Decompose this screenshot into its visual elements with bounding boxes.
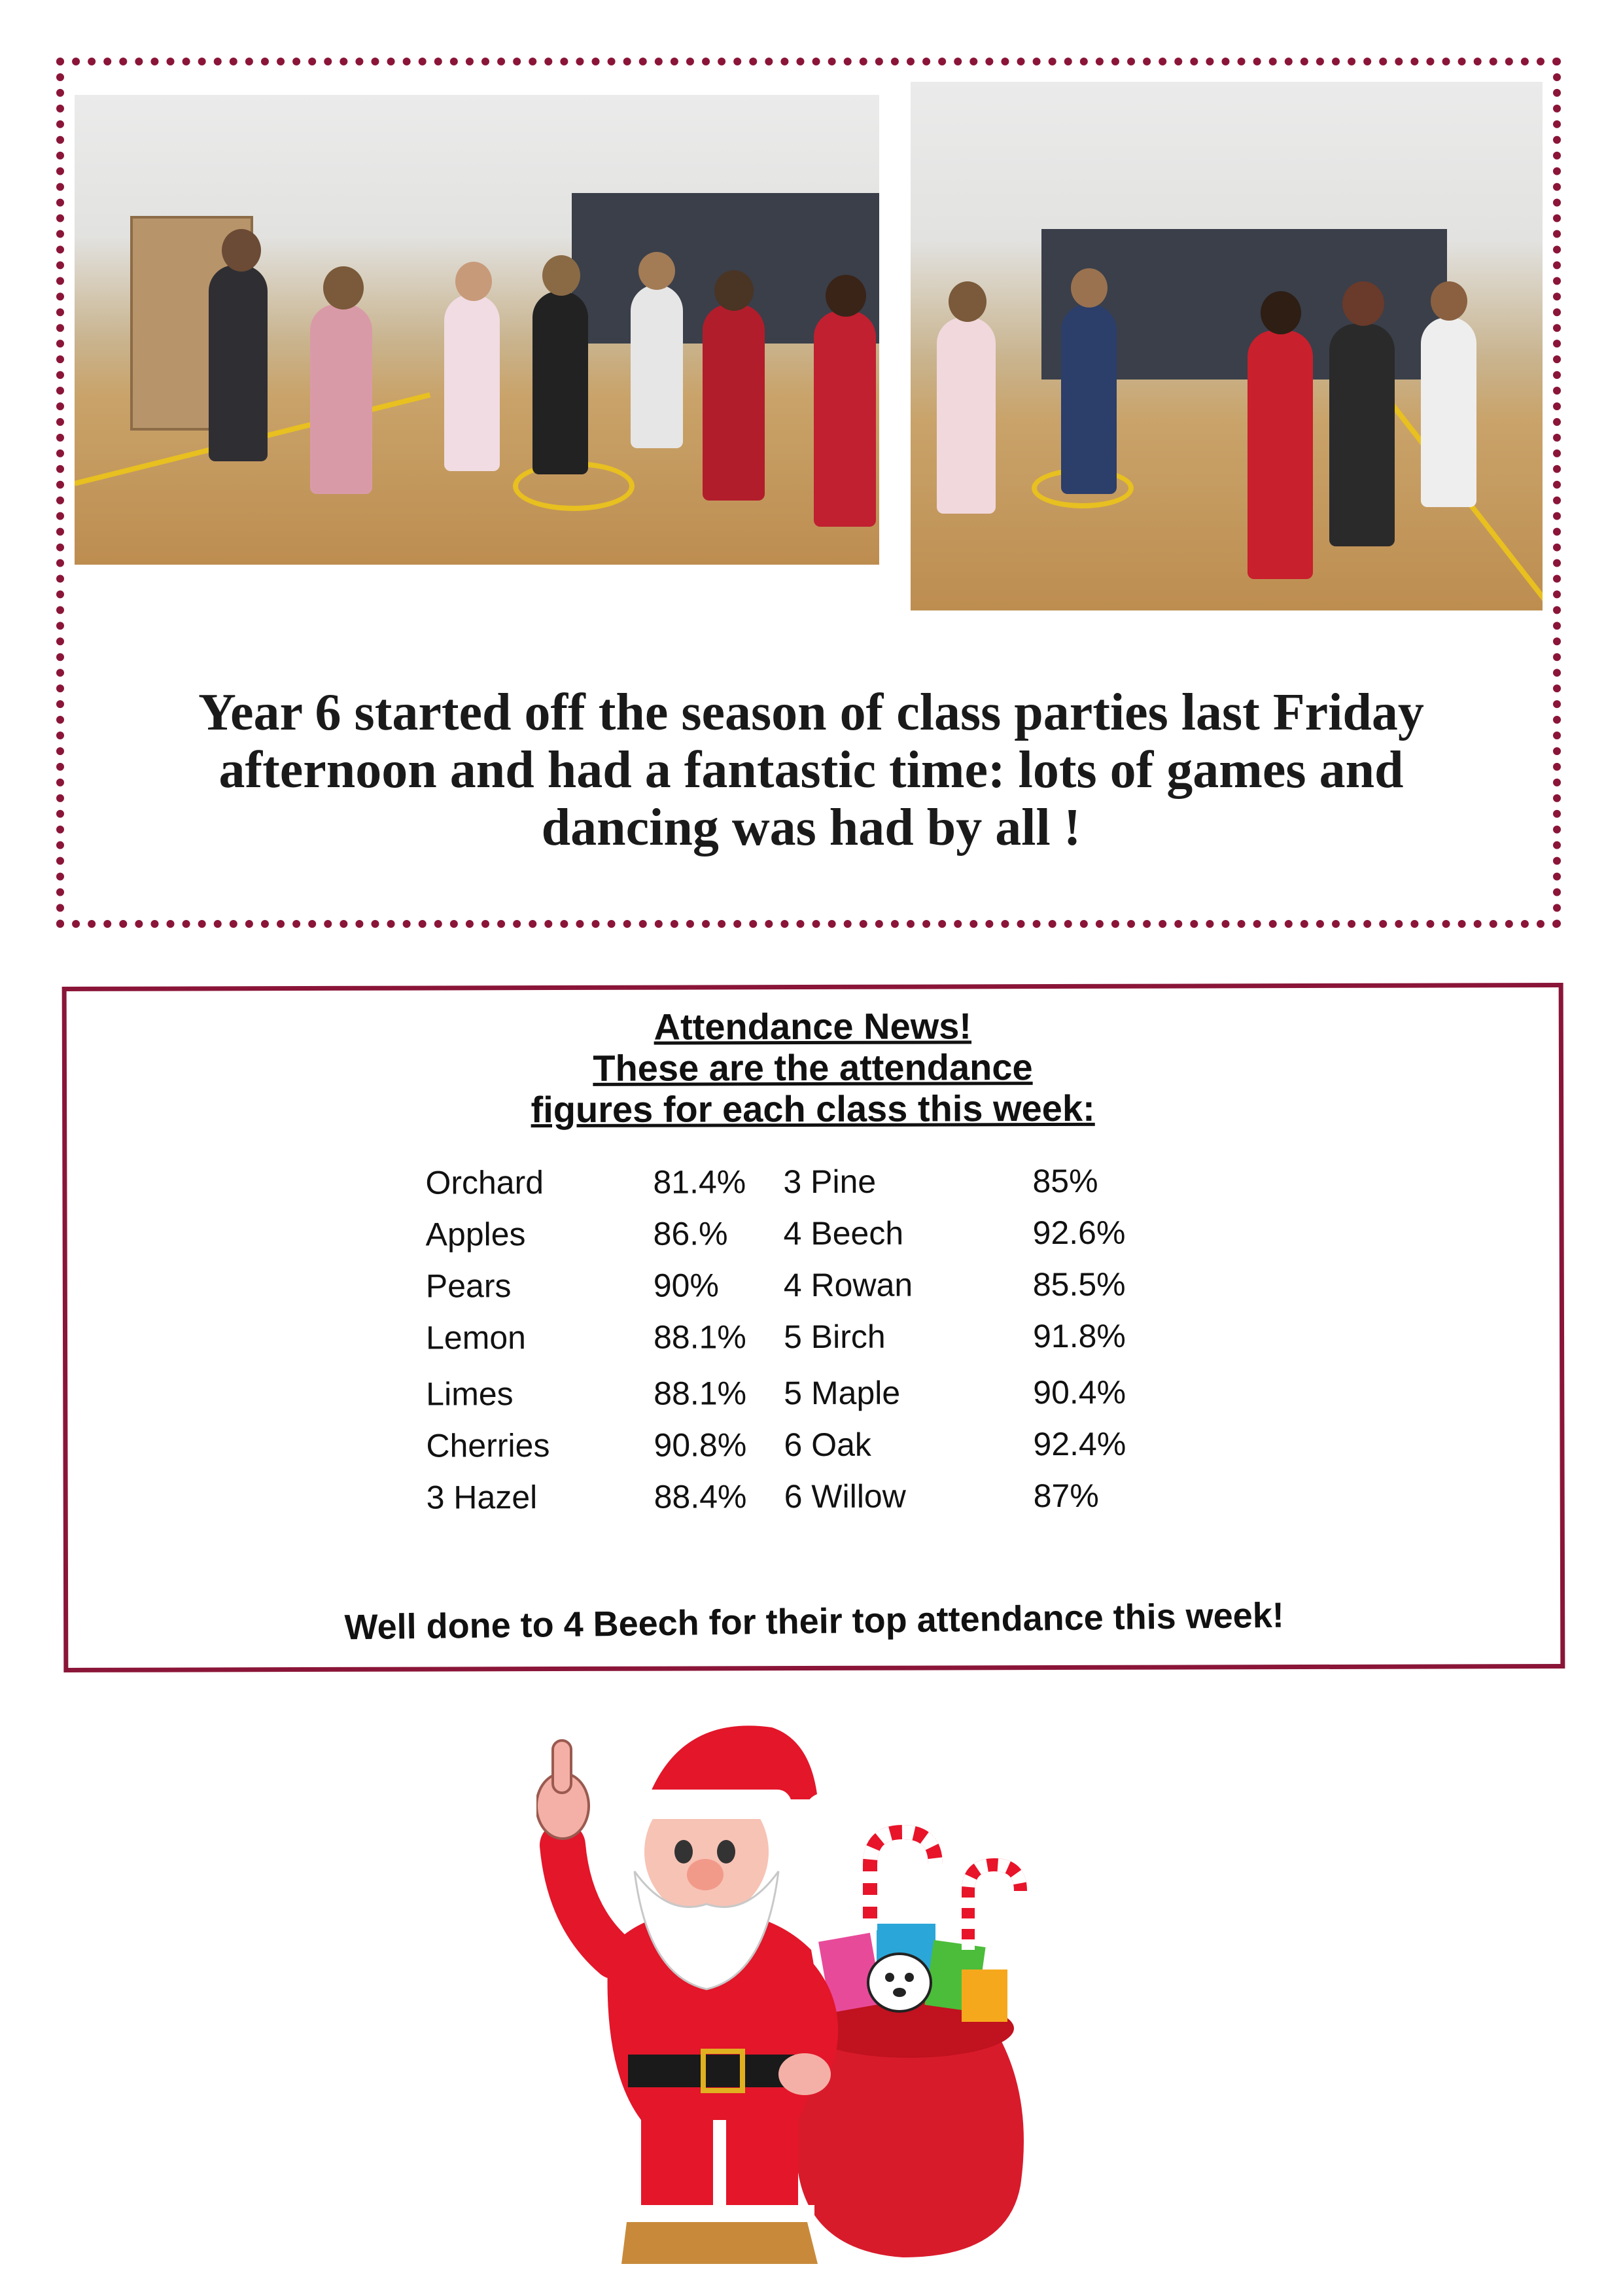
class-name: 4 Rowan [783,1266,913,1304]
class-name: 6 Oak [784,1426,871,1464]
class-name: Limes [426,1375,514,1413]
class-attendance: 90.8% [654,1426,747,1464]
class-name: Orchard [425,1164,544,1201]
attendance-heading [67,1004,1559,1131]
class-attendance: 92.4% [1033,1425,1126,1463]
class-attendance: 88.4% [654,1478,747,1515]
santa-figure [536,1725,844,2264]
class-name: Pears [425,1267,512,1305]
class-attendance: 91.8% [1032,1317,1126,1355]
class-attendance: 81.4% [653,1163,746,1201]
top-attendance-message: Well done to 4 Beech for their top attendance this week! [344,1595,1285,1648]
attendance-heading-line: figures for each class this week: [531,1087,1095,1131]
class-name: 5 Maple [784,1374,901,1412]
class-attendance: 92.6% [1032,1214,1126,1252]
class-attendance: 88.1% [654,1375,747,1412]
class-attendance: 90% [653,1267,719,1304]
attendance-heading-line: Attendance News! [654,1005,972,1048]
santa-illustration [536,1701,1092,2290]
attendance-table [425,1162,1126,1530]
attendance-box [62,983,1565,1672]
class-attendance: 85.5% [1032,1265,1126,1303]
class-name: 5 Birch [783,1318,886,1356]
party-caption: Year 6 started off the season of class parties last Friday afternoon and had a fantastic time: lots of games and dancing was had by all ! [198,684,1424,857]
class-name: 4 Beech [783,1214,904,1252]
class-name: 3 Hazel [426,1479,538,1516]
class-name: Apples [425,1216,526,1253]
attendance-heading-line: These are the attendance [593,1046,1033,1089]
party-photo-right [911,82,1543,610]
class-attendance: 88.1% [653,1318,746,1356]
class-attendance: 87% [1033,1477,1099,1515]
class-name: Lemon [425,1319,527,1356]
class-attendance: 86.% [653,1215,728,1252]
class-name: 6 Willow [784,1477,906,1515]
class-attendance: 90.4% [1033,1373,1126,1411]
class-attendance: 85% [1032,1162,1098,1200]
class-name: 3 Pine [783,1163,877,1201]
class-name: Cherries [426,1427,550,1464]
party-photo-left [75,95,879,565]
